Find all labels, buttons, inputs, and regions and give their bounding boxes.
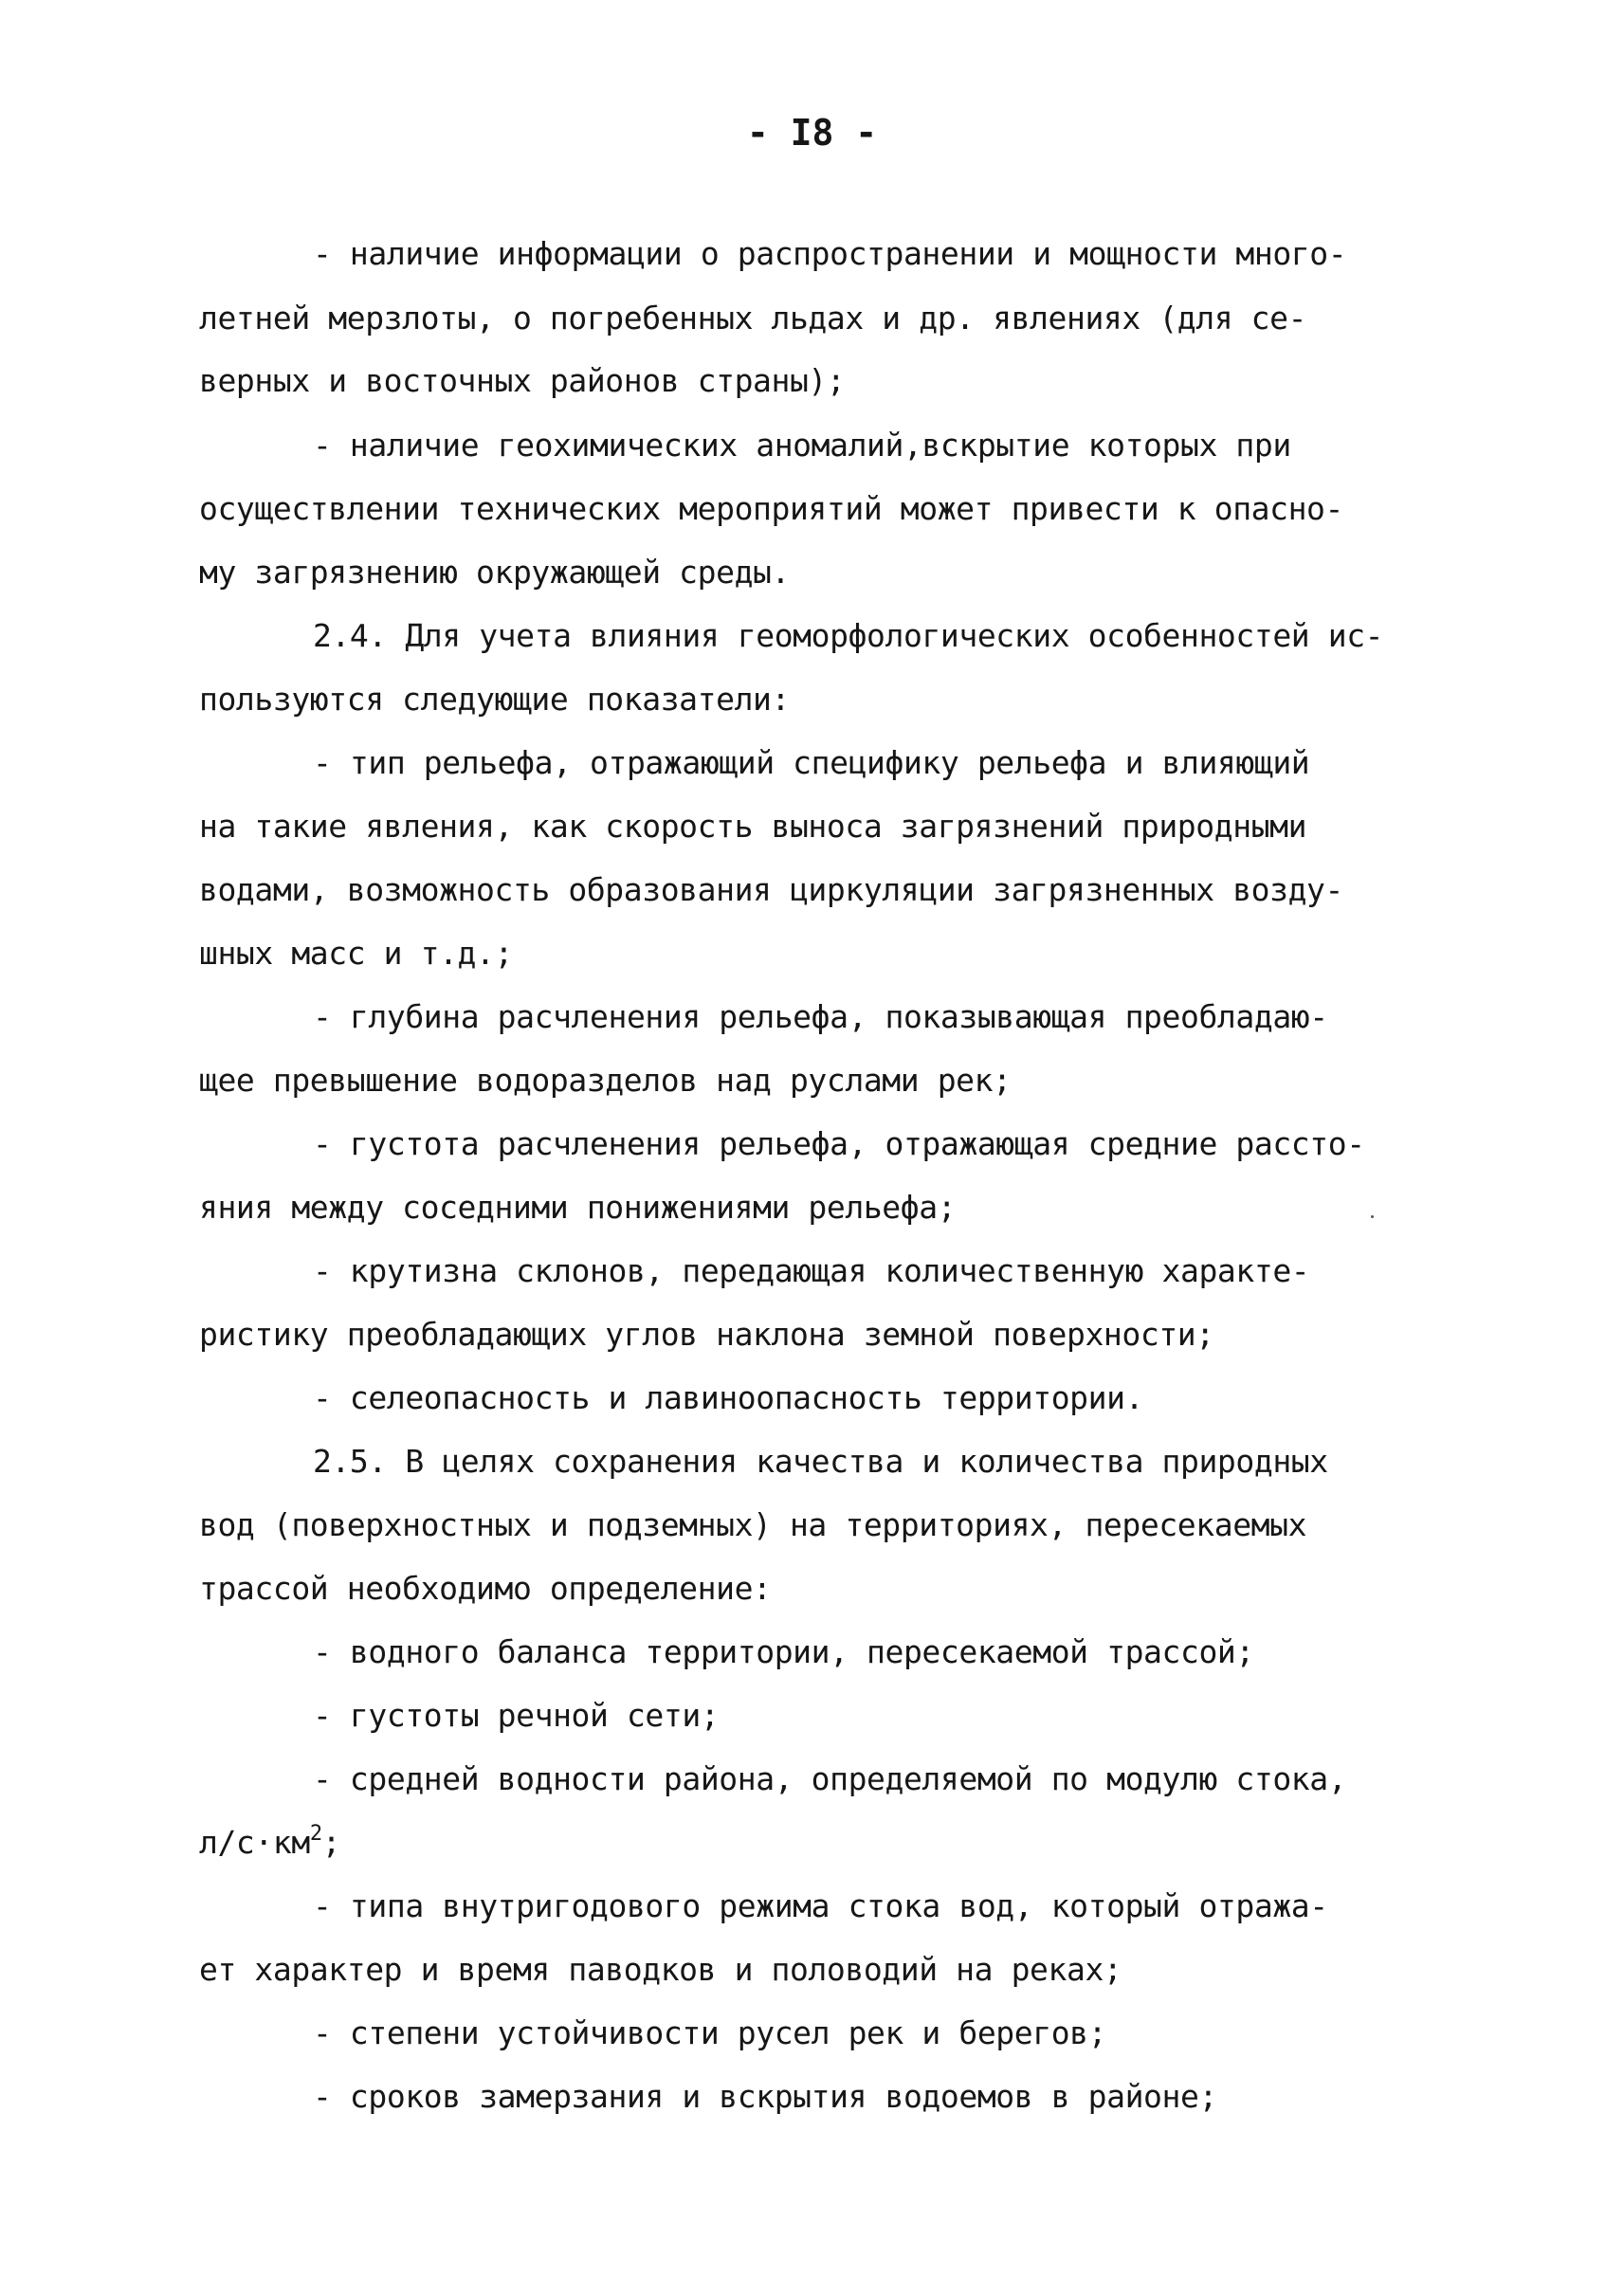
text-line: - степени устойчивости русел рек и берегов; [313, 2014, 1107, 2051]
text-line: - селеопасность и лавиноопасность территории. [313, 1379, 1144, 1416]
text-line: - крутизна склонов, передающая количественную характе- [313, 1252, 1310, 1289]
text-line: - тип рельефа, отражающий специфику рельефа и влияющий [313, 744, 1310, 781]
text-line: шных масс и т.д.; [199, 935, 513, 972]
text-line: - густоты речной сети; [313, 1697, 720, 1734]
text-line: му загрязнению окружающей среды. [199, 554, 790, 591]
text-line: щее превышение водоразделов над руслами рек; [199, 1062, 1012, 1099]
text-line: верных и восточных районов страны); [199, 362, 846, 399]
text-line: - глубина расчленения рельефа, показывающая преобладаю- [313, 998, 1328, 1035]
text-line-unit [199, 1824, 340, 1862]
section-heading-2-5: 2.5. В целях сохранения качества и количества природных [313, 1443, 1328, 1480]
text-line: вод (поверхностных и подземных) на территориях, пересекаемых [199, 1506, 1307, 1543]
text-line: ет характер и время паводков и половодий на реках; [199, 1951, 1122, 1988]
text-line: на такие явления, как скорость выноса загрязнений природными [199, 808, 1307, 845]
text-line: - сроков замерзания и вскрытия водоемов в районе; [313, 2078, 1217, 2115]
text-line: летней мерзлоты, о погребенных льдах и др. явлениях (для се- [199, 300, 1307, 337]
semicolon: ; [321, 1824, 341, 1861]
unit-text: л/с·км [199, 1824, 310, 1861]
text-line: - водного баланса территории, пересекаемой трассой; [313, 1633, 1254, 1670]
text-line: - густота расчленения рельефа, отражающая средние рассто- [313, 1125, 1365, 1162]
text-line: водами, возможность образования циркуляции загрязненных возду- [199, 871, 1343, 908]
section-heading-2-4: 2.4. Для учета влияния геоморфологических особенностей ис- [313, 617, 1384, 654]
text-line: осуществлении технических мероприятий может привести к опасно- [199, 490, 1343, 527]
text-line: ристику преобладающих углов наклона земной поверхности; [199, 1316, 1214, 1353]
text-line: - наличие информации о распространении и мощности много- [313, 235, 1347, 272]
superscript: 2 [309, 1822, 322, 1846]
text-line: пользуются следующие показатели: [199, 681, 790, 718]
text-line: трассой необходимо определение: [199, 1570, 772, 1607]
text-line: яния между соседними понижениями рельефа; [199, 1189, 957, 1226]
page-number: - I8 - [746, 112, 878, 154]
scan-speck [1371, 1215, 1374, 1218]
text-line: - типа внутригодового режима стока вод, который отража- [313, 1887, 1328, 1924]
text-line: - наличие геохимических аномалий,вскрытие которых при [313, 427, 1291, 464]
text-line: - средней водности района, определяемой по модулю стока, [313, 1760, 1347, 1797]
